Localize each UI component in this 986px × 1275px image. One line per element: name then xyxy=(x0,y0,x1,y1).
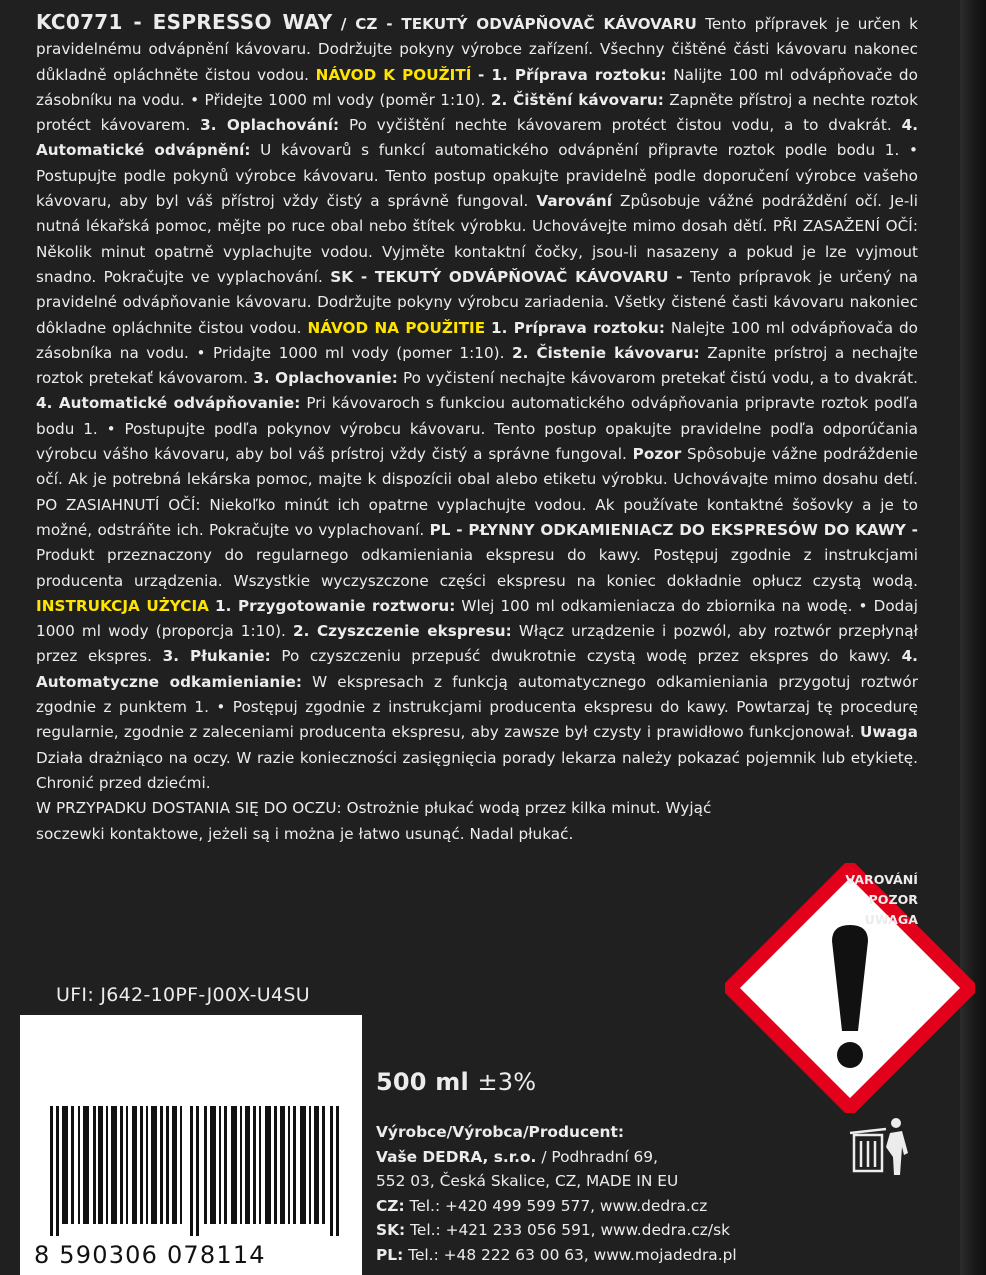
sk-step1-title: 1. Príprava roztoku: xyxy=(491,318,665,337)
barcode-number: 8 590306 078114 xyxy=(34,1241,266,1269)
product-code-title: KC0771 - ESPRESSO WAY xyxy=(36,10,333,34)
sk-step4-text: Pri kávovaroch s funkciou automatického odvápňovania pripravte roztok podľa bodu 1. • Postupujte podľa pokynov výrobcu kávovaru. Tento postup opakujte pravidelne podľa odporúčania výrobcu vášho kávovaru, aby bol váš prístroj vždy čistý a správne fungoval. xyxy=(36,394,918,464)
pl-step3-text: Po czyszczeniu przepuść dwukrotnie czystą wodę przez ekspres do kawy. xyxy=(281,647,892,666)
cz-instructions-heading: NÁVOD K POUŽITÍ xyxy=(315,65,472,84)
volume-label xyxy=(376,1068,536,1096)
pl-step3-title: 3. Płukanie: xyxy=(162,647,271,666)
sk-step1-text: Nalejte 100 ml odvápňovača do zásobníka na vodu. • Pridajte 1000 ml vody (pomer 1:10). xyxy=(36,318,918,362)
cz-step4-title: 4. Automatické odvápnění: xyxy=(36,116,919,160)
cz-warning-text: Způsobuje vážné podráždění očí. Je-li nutná lékařská pomoc, mějte po ruce obal nebo štítek výrobku. Uchovávejte mimo dosah dětí. PŘI ZASAŽENÍ OČÍ: Několik minut opatrně vyplachujte vodou. Vyjměte kontaktní čočky, jsou-li nasazeny a pokud je lze vyjmout snadno. Pokračujte ve vyplachování. xyxy=(36,192,918,286)
cz-step4-text: U kávovarů s funkcí automatického odvápnění připravte roztok podle bodu 1. • Postupujte podle pokynů výrobce kávovaru. Tento postup opakujte pravidelně podle doporučení výrobce vašeho kávovaru, aby byl váš přístroj vždy čistý a správně fungoval. xyxy=(36,141,918,211)
contact-cz: CZ: Tel.: +420 499 599 577, www.dedra.cz xyxy=(376,1196,708,1215)
sk-warning-word: Pozor xyxy=(632,445,682,464)
cz-title: / CZ - TEKUTÝ ODVÁPŇOVAČ KÁVOVARU xyxy=(340,15,697,33)
cz-step1-title: - 1. Příprava roztoku: xyxy=(478,65,667,84)
pl-step4-title: 4. Automatyczne odkamienianie: xyxy=(36,647,918,691)
pl-warning-text: Działa drażniąco na oczy. W razie konieczności zasięgnięcia porady lekarza należy pokazać pojemnik lub etykietę. Chronić przed dziećmi. xyxy=(36,748,918,792)
pl-instructions-heading: INSTRUKCJA UŻYCIA xyxy=(36,596,209,615)
label-body-text xyxy=(36,10,918,847)
producer-heading: Výrobce/Výrobca/Producent: xyxy=(376,1123,625,1141)
producer-company: Vaše DEDRA, s.r.o. xyxy=(376,1147,537,1166)
cz-section xyxy=(36,10,918,796)
ufi-code: UFI: J642-10PF-J00X-U4SU xyxy=(56,984,310,1006)
sk-step4-title: 4. Automatické odvápňovanie: xyxy=(36,394,301,413)
contact-sk: SK: Tel.: +421 233 056 591, www.dedra.cz/sk xyxy=(376,1221,730,1240)
pl-warning-word: Uwaga xyxy=(860,723,918,742)
pl-step1-title: 1. Przygotowanie roztworu: xyxy=(215,596,456,615)
signal-word-cz: VAROVÁNÍ xyxy=(845,872,918,887)
cz-step2-title: 2. Čištění kávovaru: xyxy=(490,90,664,109)
pl-title: PL - PŁYNNY ODKAMIENIACZ DO EKSPRESÓW DO KAWY - xyxy=(429,520,918,539)
volume-tolerance: ±3% xyxy=(477,1068,537,1096)
volume-value: 500 ml xyxy=(376,1068,469,1096)
pl-step1-text: Wlej 100 ml odkamieniacza do zbiornika na wodę. • Dodaj 1000 ml wody (proporcja 1:10). xyxy=(36,596,918,641)
pl-intro: Produkt przeznaczony do regularnego odkamieniania ekspresu do kawy. Postępuj zgodnie z instrukcjami producenta urządzenia. Wszystkie wyczyszczone części ekspresu na koniec dokładnie opłucz czystą wodą. xyxy=(36,546,918,590)
producer-address-2: 552 03, Česká Skalice, CZ, MADE IN EU xyxy=(376,1172,679,1191)
cz-step1-text: Nalijte 100 ml odvápňovače do zásobníku na vodu. • Přidejte 1000 ml vody (poměr 1:10). xyxy=(36,65,918,109)
barcode-panel xyxy=(20,1015,362,1275)
waste-bin-icon xyxy=(846,1113,916,1183)
cz-step3-text: Po vyčištění nechte kávovarem protéct čistou vodu, a to dvakrát. xyxy=(348,116,892,135)
pl-eye-instructions: W PRZYPADKU DOSTANIA SIĘ DO OCZU: Ostrożnie płukać wodą przez kilka minut. Wyjąć soczewki kontaktowe, jeżeli są i można je łatwo usunąć. Nadal płukać. xyxy=(36,799,712,843)
pl-step2-text: Włącz urządzenie i pozwól, aby roztwór przepłynął przez ekspres. xyxy=(36,622,918,666)
pl-step2-title: 2. Czyszczenie ekspresu: xyxy=(293,622,512,641)
signal-word-sk: POZOR xyxy=(868,892,918,907)
hazard-signal-words xyxy=(845,870,918,930)
sk-step2-text: Zapnite prístroj a nechajte roztok pretekať kávovarom. xyxy=(36,343,918,388)
cz-warning-word: Varování xyxy=(536,192,613,211)
contact-pl: PL: Tel.: +48 222 63 00 63, www.mojadedra.pl xyxy=(376,1245,737,1264)
barcode-icon xyxy=(50,1106,340,1236)
sk-step2-title: 2. Čistenie kávovaru: xyxy=(512,343,700,362)
signal-word-pl: UWAGA xyxy=(864,912,918,927)
sk-step3-title: 3. Oplachovanie: xyxy=(253,369,398,388)
producer-address-1: / Podhradní 69, xyxy=(541,1147,658,1166)
cz-intro: Tento přípravek je určen k pravidelnému odvápnění kávovaru. Dodržujte pokyny výrobce zařízení. Všechny čištěné části kávovaru nakonec důkladně opláchněte čistou vodou. xyxy=(36,15,918,84)
cz-step2-text: Zapněte přístroj a nechte roztok protéct kávovarem. xyxy=(36,90,918,135)
sk-title: SK - TEKUTÝ ODVÁPŇOVAČ KÁVOVARU - xyxy=(330,267,683,286)
producer-info xyxy=(376,1120,796,1268)
sk-warning-text: Spôsobuje vážne podráždenie očí. Ak je potrebná lekárska pomoc, majte k dispozícii obal alebo etiketu výrobku. Uchovávajte mimo dosahu detí. PO ZASIAHNUTÍ OČÍ: Niekoľko minút ich opatrne vyplachujte vodou. Ak používate kontaktné šošovky a je to možné, odstráňte ich. Pokračujte vo vyplachovaní. xyxy=(36,445,918,539)
cz-step3-title: 3. Oplachování: xyxy=(200,116,340,135)
sk-instructions-heading: NÁVOD NA POUŽITIE xyxy=(307,318,486,337)
sk-step3-text: Po vyčistení nechajte kávovarom pretekať čistú vodu, a to dvakrát. xyxy=(403,369,918,388)
pl-step4-text: W ekspresach z funkcją automatycznego odkamieniania przygotuj roztwór zgodnie z punktem 1. • Postępuj zgodnie z instrukcjami producenta ekspresu do kawy. Powtarzaj tę procedurę regularnie, zgodnie z zaleceniami producenta ekspresu, aby zawsze był czysty i prawidłowo funkcjonował. xyxy=(36,672,918,742)
sk-intro: Tento prípravok je určený na pravidelné odvápňovanie kávovaru. Dodržujte pokyny výrobcu zariadenia. Všetky čistené časti kávovaru nakoniec dôkladne opláchnite čistou vodou. xyxy=(36,267,918,337)
